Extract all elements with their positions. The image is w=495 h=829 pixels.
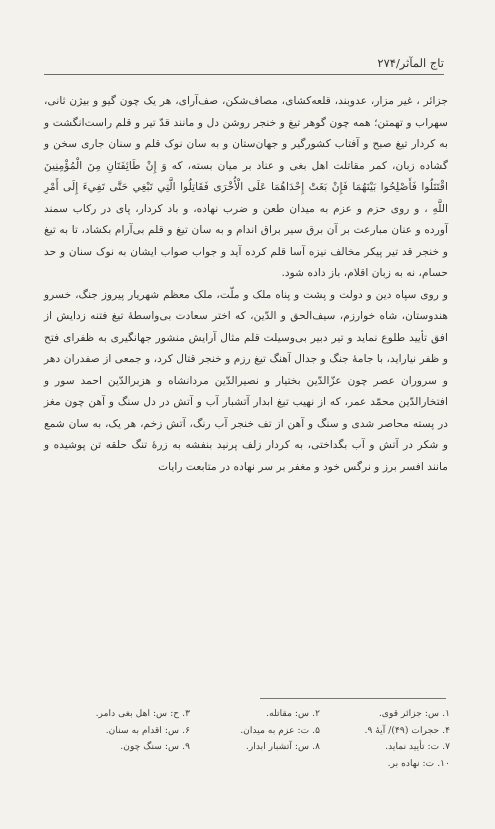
header-rule [44,74,444,75]
footnote: ۸. س: آتشبار ابدار. [245,741,320,752]
footnote: ۷. ت: تأیید نماید. [385,741,450,752]
footnote: ۱۰. ت: نهاده بر. [387,757,450,769]
footnote: ۹. س: سنگ چون. [120,741,190,752]
footnote: ۲. س: مقاتله. [266,708,320,719]
footnote-row [60,756,450,773]
footnote: ۱. س: جزائر قوی. [378,708,450,719]
footnote: ۶. س: اقدام به سنان. [105,724,190,736]
paragraph: و روی سپاه دین و دولت و پشت و پناه ملک و ملّت، ملک معظم شهریار پیروز جنگ، خسرو هندوستان، شاه خوارزم، سیف‌الحق و الدّین، که اختر سعادت بی‌واسطهٔ تیغ فتنه زدایش از افق تأیید طلوع نماید و تیر دبیر بی‌وسیلت قلم مثال آرایش منشور جهانگیری به ظفرای فتح و ظفر نیاراید، با جامهٔ جنگ و جدال آهنگ تیغ رزم و خنجر قتال کرد، و جمعی از صفدران دهر و سروران عصر چون عزّالدّین بختیار و نصیرالدّین مردانشاه و هزبرالدّین احمد سور و افتخارالدّین محمّد عمر، که از نهیب تیغ ابدار آتشبار آب و آتش در دل سنگ و آهن چون مغز در پسته محاصر شدی و سنگ و آهن از تف خنجر آب رنگ، آتش زخم، هر یک، به سان شمع و شکر در آتش و آب بگداختی، به کردار زلف پرنید بنفشه به زرهٔ تنگ حلقه تن پوشیده و مانند افسر برز و نرگس خود و مغفر بر سر نهاده در متابعت رایات [44,287,448,473]
footnote: ۳. ح: س: اهل بغی دامر. [95,708,190,719]
main-text [44,90,448,477]
footnote: ۵. ت: عزم به میدان. [240,724,320,736]
footnote-row [60,739,450,756]
footnote-row [60,723,450,740]
running-header-title: تاج المآثر/۲۷۴ [377,56,444,70]
running-header [44,54,444,72]
footnotes [60,706,450,772]
footnote: ۴. حجرات (۴۹)/ آیهٔ ۹. [364,724,450,736]
paragraph: جزائر ، غیر مزار، عدوبند، قلعه‌کشای، مصاف‌شکن، صف‌آرای، هر یک چون گیو و بیژن ثانی، سهراب و تهمتن؛ همه چون گوهر تیغ و خنجر روشن دل و مانند قدّ تیر و قلم راست‌انگشت و به کردار تیغ صبح و آفتاب کشورگیر و جهان‌ستان و به سان نوک قلم و سنان جاری سخن و گشاده زبان، کمر مقاتلت اهل بغی و عناد بر میان بسته، که وَ إِنْ طَائِفَتَانِ مِنَ الْمُؤْمِنِينَ اقْتَتَلُوا فَأَصْلِحُوا بَيْنَهُمَا فَإِنْ بَغَتْ إِحْدَاهُمَا عَلَى الْأُخْرَى فَقَاتِلُوا الَّتِي تَبْغِي حَتَّى تَفِيءَ إِلَى أَمْرِ اللَّهِ ، و روی حزم و عزم به میدان طعن و ضرب نهاده، و باد کردار، پای در رکاب سمند آورده و عنان مبارعت بر آن برق سیر براق اندام و به سان تیغ و قلم بی‌آرام بکشاد، تا به تیغ و خنجر قد تیر پیکر مخالف نیزه آسا قلم کرده آید و جواب صواب ایشان به نوک سنان و حد حسام، نه به زبان اقلام، باز داده شود. [44,94,448,279]
footnote-row [60,706,450,723]
footnote-rule [260,698,446,699]
